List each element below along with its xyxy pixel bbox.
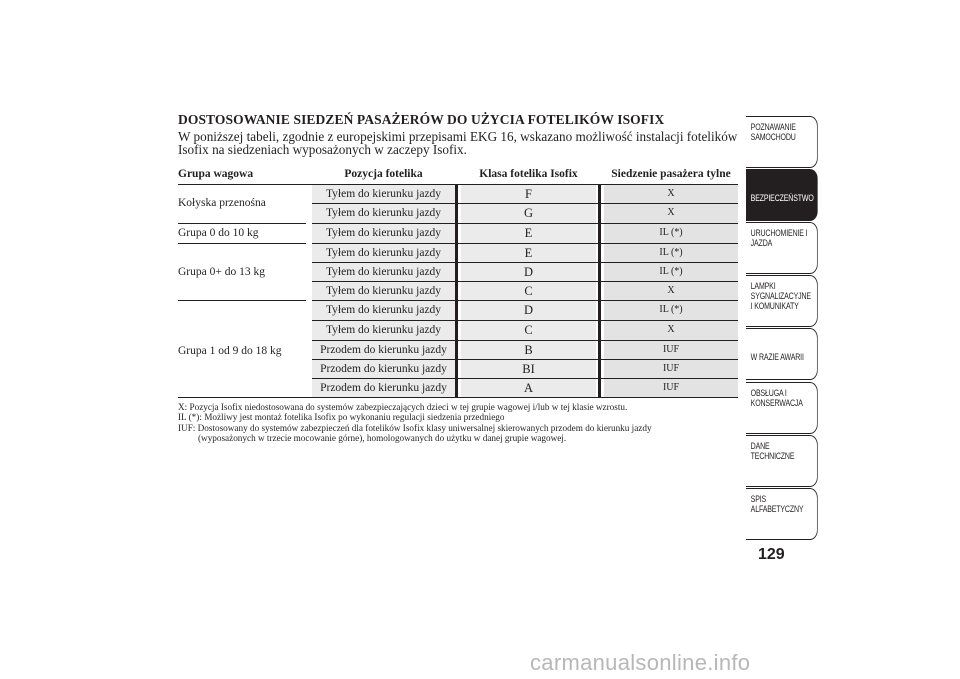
table-cell-seat: IUF — [662, 344, 680, 355]
table-cell-position: Tyłem do kierunku jazdy — [325, 266, 442, 278]
group-separator — [178, 223, 306, 224]
page-number: 129 — [758, 546, 785, 563]
chapter-tab-label: SPIS ALFABETYCZNY — [750, 494, 804, 514]
footnote-iuf: IUF: Dostosowany do systemów zabezpieczeń dla fotelików Isofix klasy uniwersalnej skierowanych przodem do kierunku jazdy — [178, 422, 652, 433]
table-cell-position: Tyłem do kierunku jazdy — [325, 324, 442, 336]
chapter-tab-label: BEZPIECZEŃSTWO — [750, 193, 814, 203]
table-cell-class: D — [523, 303, 534, 317]
table-cell-position: Tyłem do kierunku jazdy — [325, 304, 442, 316]
table-cell-seat: X — [667, 285, 675, 296]
table-cell-seat: IUF — [662, 382, 680, 393]
chapter-tab-uruchomienie[interactable] — [746, 222, 818, 274]
column-header-position: Pozycja fotelika — [344, 168, 423, 180]
footnote-il: IL (*): Możliwy jest montaż fotelika Isofix po wykonaniu regulacji siedzenia przedniego — [178, 412, 505, 423]
group-separator — [178, 300, 306, 301]
chapter-tab-label: URUCHOMIENIE I JAZDA — [750, 228, 808, 248]
table-cell-seat: IUF — [662, 363, 680, 374]
table-cell-position: Tyłem do kierunku jazdy — [325, 247, 442, 259]
table-cell-class: A — [523, 381, 534, 395]
table-cell-class: G — [523, 206, 534, 220]
column-header-seat: Siedzenie pasażera tylne — [611, 168, 731, 180]
column-divider — [455, 185, 458, 397]
table-cell-class: F — [525, 187, 532, 201]
chapter-tab-poznawanie[interactable] — [746, 116, 818, 168]
table-cell-seat: X — [667, 188, 675, 199]
chapter-tab-label: W RAZIE AWARII — [750, 352, 804, 362]
group-label: Grupa 0 do 10 kg — [178, 227, 259, 239]
group-separator — [178, 243, 306, 244]
chapter-tab-bezpieczenstwo[interactable] — [746, 169, 818, 221]
footnote-iuf-continued: (wyposażonych w trzecie mocowanie górne), homologowanych do użytku w danej grupie wagowej. — [198, 433, 567, 444]
table-cell-seat: X — [667, 324, 675, 335]
table-cell-seat: IL (*) — [659, 247, 683, 258]
chapter-tab-awarie[interactable] — [746, 328, 818, 380]
group-label: Grupa 0+ do 13 kg — [178, 266, 265, 278]
column-header-class: Klasa fotelika Isofix — [479, 168, 578, 180]
chapter-tab-dane[interactable] — [746, 435, 818, 487]
watermark: carmanualsonline.info — [530, 650, 751, 675]
table-bottom-separator — [178, 397, 738, 398]
table-cell-position: Tyłem do kierunku jazdy — [325, 285, 442, 297]
table-cell-position: Przodem do kierunku jazdy — [320, 382, 447, 394]
footnote-x: X: Pozycja Isofix niedostosowana do systemów zabezpieczających dzieci w tej grupie wagowej i/lub w tej klasie wzrostu. — [178, 402, 628, 412]
table-cell-class: B — [524, 343, 533, 357]
table-cell-position: Przodem do kierunku jazdy — [320, 344, 447, 356]
chapter-tab-label: DANE TECHNICZNE — [750, 441, 795, 461]
table-cell-class: E — [524, 246, 533, 260]
intro-paragraph: W poniższej tabeli, zgodnie z europejskimi przepisami EKG 16, wskazano możliwość instalacji fotelików Isofix na siedzeniach wyposażonych w zaczepy Isofix. — [178, 129, 738, 157]
chapter-tab-label: POZNAWANIE SAMOCHODU — [750, 122, 796, 142]
column-divider — [598, 185, 601, 397]
table-cell-position: Tyłem do kierunku jazdy — [325, 207, 442, 219]
group-label: Kołyska przenośna — [178, 197, 266, 209]
table-cell-position: Tyłem do kierunku jazdy — [325, 227, 442, 239]
chapter-tab-obsluga[interactable] — [746, 382, 818, 434]
chapter-tab-lampki[interactable] — [746, 275, 818, 327]
footnotes — [178, 402, 748, 444]
table-cell-class: D — [523, 265, 534, 279]
chapter-tab-spis[interactable] — [746, 488, 818, 540]
page-title: DOSTOSOWANIE SIEDZEŃ PASAŻERÓW DO UŻYCIA FOTELIKÓW ISOFIX — [178, 112, 665, 127]
table-cell-class: C — [524, 323, 533, 337]
table-cell-position: Przodem do kierunku jazdy — [320, 363, 447, 375]
chapter-tab-label: LAMPKI SYGNALIZACYJNE I KOMUNIKATY — [750, 281, 811, 311]
table-cell-class: BI — [522, 362, 535, 376]
chapter-tab-label: OBSŁUGA I KONSERWACJA — [750, 388, 803, 408]
column-header-group: Grupa wagowa — [178, 168, 254, 180]
table-cell-class: C — [524, 284, 533, 298]
table-cell-seat: IL (*) — [659, 304, 683, 315]
group-label: Grupa 1 od 9 do 18 kg — [178, 345, 282, 357]
table-cell-seat: IL (*) — [659, 266, 683, 277]
table-cell-seat: IL (*) — [659, 227, 683, 238]
table-cell-class: E — [524, 226, 533, 240]
table-cell-position: Tyłem do kierunku jazdy — [325, 188, 442, 200]
table-cell-seat: X — [667, 207, 675, 218]
